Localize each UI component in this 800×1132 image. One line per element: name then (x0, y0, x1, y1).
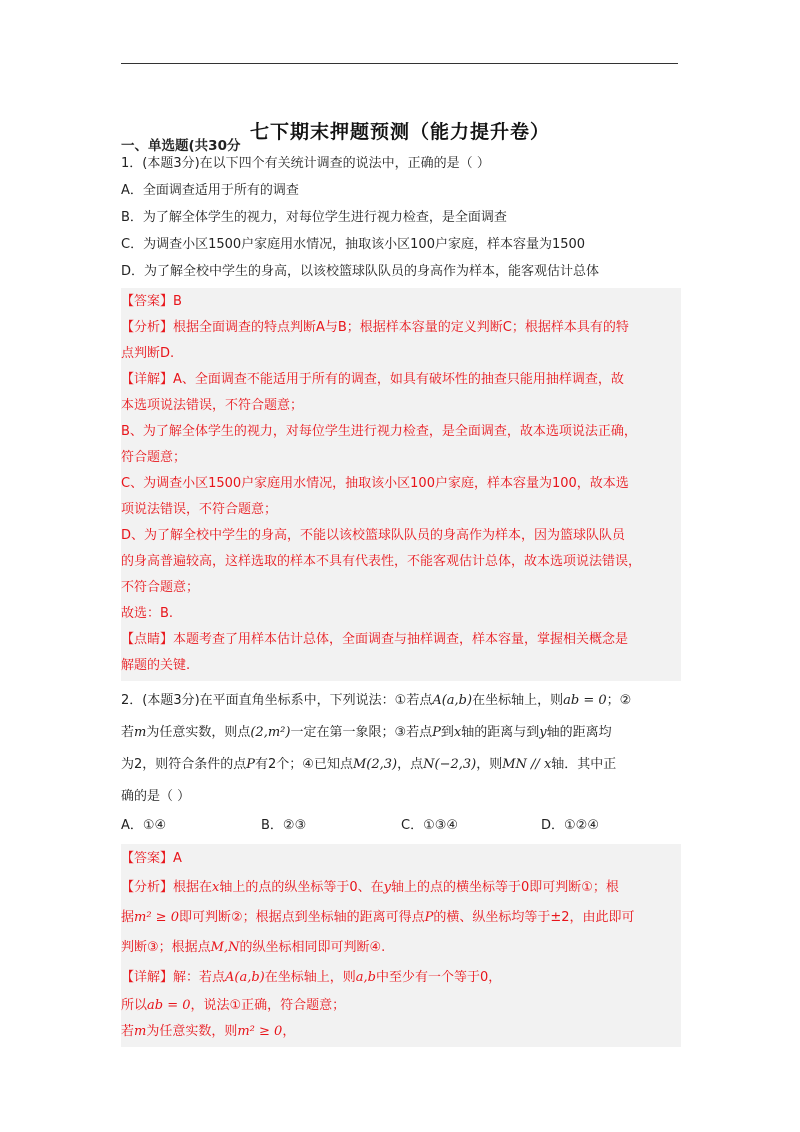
detail-line (121, 963, 681, 993)
math-expr: a,b (355, 970, 376, 985)
question-1 (121, 155, 681, 681)
stem-text: 为2，则符合条件的点 (121, 757, 247, 772)
question-1-option-a: A．全面调查适用于所有的调查 (121, 183, 299, 198)
analysis-text: 的横、纵坐标均等于±2，由此即可 (433, 910, 635, 925)
math-expr: P (432, 725, 441, 740)
detail-text: ， (282, 1024, 296, 1039)
detail-text: 在坐标轴上，则 (264, 970, 356, 985)
detail-line: 符合题意； (121, 450, 187, 465)
question-2 (121, 685, 681, 1047)
detail-text: ，说法①正确，符合题意； (190, 998, 346, 1013)
detail-text: 若 (121, 1024, 135, 1039)
detail-line: 【详解】A、全面调查不能适用于所有的调查，如具有破坏性的抽查只能用抽样调查，故 (121, 372, 624, 387)
section-heading: 一、单选题(共30分 (121, 138, 241, 154)
math-expr: y (539, 725, 547, 740)
math-expr: ab = 0 (563, 693, 607, 708)
math-expr: m (134, 1024, 147, 1039)
math-expr: (2,m²) (250, 725, 291, 740)
question-2-options (121, 817, 681, 835)
comment-line: 解题的关键. (121, 658, 191, 673)
analysis-text: 轴上的点的纵坐标等于0、在 (219, 880, 384, 895)
math-expr: ab = 0 (147, 998, 191, 1013)
stem-text: 到 (440, 725, 454, 740)
detail-line: 的身高普遍较高，这样选取的样本不具有代表性，不能客观估计总体，故本选项说法错误， (121, 554, 642, 569)
math-expr: x (212, 880, 220, 895)
stem-text: 2．(本题3分)在平面直角坐标系中，下列说法：①若点 (121, 693, 433, 708)
stem-text: ；② (606, 693, 632, 708)
question-2-option-a: A．①④ (121, 818, 167, 833)
math-expr: m² ≥ 0 (134, 910, 179, 925)
detail-line: 本选项说法错误，不符合题意； (121, 398, 304, 413)
question-2-stem-line (121, 717, 681, 749)
math-expr: P (424, 910, 434, 925)
analysis-line: 点判断D. (121, 346, 175, 361)
analysis-line (121, 903, 681, 933)
detail-line: 项说法错误，不符合题意； (121, 502, 278, 517)
document-body (121, 137, 681, 1047)
answer-line: 【答案】A (121, 851, 182, 866)
question-2-solution (121, 844, 681, 1047)
question-1-solution (121, 288, 681, 681)
stem-text: 为任意实数，则点 (146, 725, 251, 740)
math-expr: A(a,b) (432, 693, 473, 708)
detail-line (121, 1019, 681, 1045)
stem-text: 在坐标轴上，则 (472, 693, 564, 708)
detail-line: B、为了解全体学生的视力，对每位学生进行视力检查，是全面调查，故本选项说法正确， (121, 424, 637, 439)
math-expr: M(2,3) (352, 757, 398, 772)
question-2-stem-line: 确的是（ ） (121, 789, 191, 804)
header-rule (121, 63, 678, 64)
page-title: 七下期末押题预测（能力提升卷） (249, 121, 550, 143)
question-1-option-d: D．为了解全校中学生的身高，以该校篮球队队员的身高作为样本，能客观估计总体 (121, 264, 600, 279)
question-1-option-c: C．为调查小区1500户家庭用水情况，抽取该小区100户家庭，样本容量为1500 (121, 237, 586, 252)
detail-text: 中至少有一个等于0， (376, 970, 502, 985)
question-2-option-c: C．①③④ (401, 818, 459, 833)
detail-line: 不符合题意； (121, 580, 200, 595)
math-expr: A(a,b) (225, 970, 265, 985)
analysis-line (121, 933, 681, 963)
stem-text: 轴．其中正 (551, 757, 617, 772)
detail-text: 【详解】解：若点 (121, 970, 226, 985)
stem-text: 若 (121, 725, 135, 740)
detail-text: 为任意实数，则 (146, 1024, 238, 1039)
math-expr: m (134, 725, 147, 740)
comment-line: 【点睛】本题考查了用样本估计总体，全面调查与抽样调查，样本容量，掌握相关概念是 (121, 632, 629, 647)
question-2-stem-line (121, 685, 681, 717)
stem-text: ，则 (476, 757, 503, 772)
math-expr: m² ≥ 0 (237, 1024, 283, 1039)
question-1-stem: 1．(本题3分)在以下四个有关统计调查的说法中，正确的是（ ） (121, 156, 490, 171)
analysis-text: 的纵坐标相同即可判断④. (239, 940, 386, 955)
stem-text: 有2个；④已知点 (255, 757, 353, 772)
math-expr: P (246, 757, 256, 772)
math-expr: N(−2,3) (423, 757, 477, 772)
question-1-option-b: B．为了解全体学生的视力，对每位学生进行视力检查，是全面调查 (121, 210, 507, 225)
detail-line: 故选：B. (121, 606, 174, 621)
detail-line: C、为调查小区1500户家庭用水情况，抽取该小区100户家庭，样本容量为100，故本选 (121, 476, 629, 491)
analysis-text: 轴上的点的横坐标等于0即可判断①；根 (391, 880, 619, 895)
math-expr: x (453, 725, 462, 740)
math-expr: MN // x (502, 757, 552, 772)
stem-text: 一定在第一象限；③若点 (290, 725, 433, 740)
answer-line: 【答案】B (121, 294, 182, 309)
question-2-option-b: B．②③ (261, 818, 307, 833)
detail-text: 所以 (121, 998, 148, 1013)
analysis-line: 【分析】根据全面调查的特点判断A与B；根据样本容量的定义判断C；根据样本具有的特 (121, 320, 629, 335)
analysis-text: 据 (121, 910, 135, 925)
stem-text: ，点 (397, 757, 424, 772)
question-2-stem-line (121, 749, 681, 781)
math-expr: M,N (210, 940, 240, 955)
detail-line (121, 993, 681, 1019)
question-2-option-d: D．①②④ (541, 818, 599, 833)
detail-line: D、为了解全校中学生的身高，不能以该校篮球队队员的身高作为样本，因为篮球队队员 (121, 528, 626, 543)
math-expr: y (383, 880, 391, 895)
analysis-text: 【分析】根据在 (121, 880, 213, 895)
analysis-text: 判断③；根据点 (121, 940, 211, 955)
stem-text: 轴的距离与到 (461, 725, 540, 740)
stem-text: 轴的距离均 (546, 725, 612, 740)
analysis-text: 即可判断②；根据点到坐标轴的距离可得点 (178, 910, 425, 925)
analysis-line (121, 873, 681, 903)
